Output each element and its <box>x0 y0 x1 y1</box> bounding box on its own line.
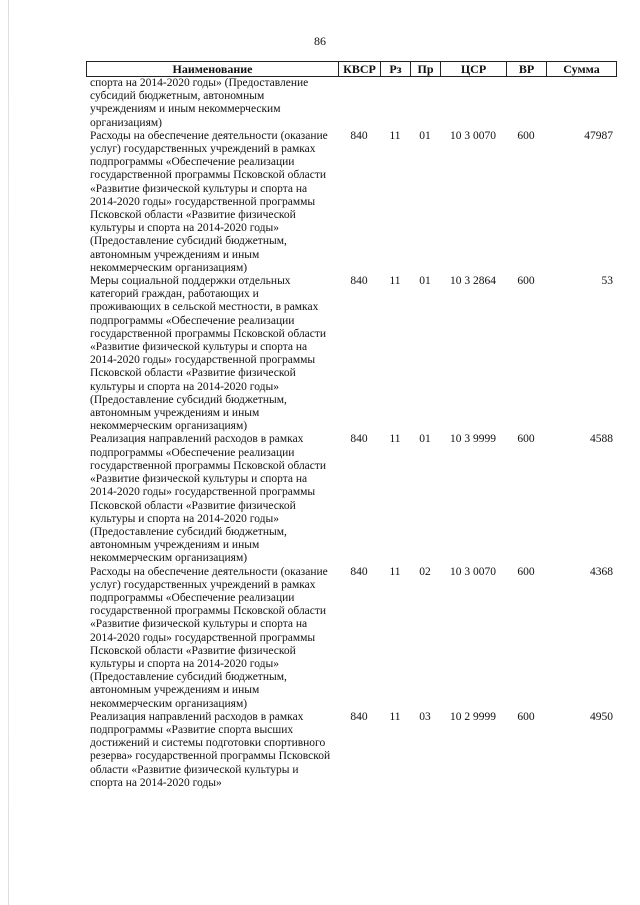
cell-name: Реализация направлений расходов в рамках подпрограммы «Развитие спорта высших достижений и системы подготовки спортивного резерва» государственной программы Псковской области «Развитие физической культуры и спорта на 2014-2020 годы» <box>90 710 331 789</box>
header-vr: ВР <box>506 62 546 76</box>
table-row <box>86 433 617 565</box>
cell-name: спорта на 2014-2020 годы» (Предоставление субсидий бюджетным, автономным учреждениям и иным некоммерческим организациям) <box>90 77 309 129</box>
table-row <box>86 275 617 433</box>
cell-pr: 01 <box>419 129 431 142</box>
cell-vr: 600 <box>517 433 535 446</box>
cell-csr: 10 3 0070 <box>450 565 496 578</box>
cell-kvsr: 840 <box>350 433 368 446</box>
cell-sum: 4368 <box>590 565 613 578</box>
cell-vr: 600 <box>517 129 535 142</box>
cell-vr: 600 <box>517 565 535 578</box>
cell-sum: 4950 <box>590 710 613 723</box>
cell-csr <box>440 77 506 130</box>
cell-kvsr: 840 <box>350 129 368 142</box>
cell-rz <box>380 77 410 130</box>
scan-edge <box>8 0 9 905</box>
cell-pr: 01 <box>419 433 431 446</box>
cell-kvsr: 840 <box>350 710 368 723</box>
header-csr: ЦСР <box>440 62 506 76</box>
cell-rz: 11 <box>389 275 401 288</box>
cell-sum <box>546 77 617 130</box>
cell-pr: 03 <box>419 710 431 723</box>
header-name: Наименование <box>86 62 338 76</box>
table-row <box>86 130 617 275</box>
table-body <box>86 77 617 790</box>
header-pr: Пр <box>410 62 440 76</box>
header-sum: Сумма <box>546 62 617 76</box>
cell-sum: 4588 <box>590 433 613 446</box>
cell-rz: 11 <box>389 433 401 446</box>
cell-kvsr: 840 <box>350 565 368 578</box>
table-row <box>86 77 617 130</box>
budget-table <box>86 61 617 790</box>
cell-name: Расходы на обеспечение деятельности (оказание услуг) государственных учреждений в рамках подпрограммы «Обеспечение реализации государственной программы Псковской области «Развитие физической культуры и спорта на 2014-2020 годы» государственной программы Псковской области «Развитие физической культуры и спорта на 2014-2020 годы» (Предоставление субсидий бюджетным, автономным учреждениям и иным некоммерческим организациям) <box>90 129 328 274</box>
cell-vr <box>506 77 546 130</box>
cell-rz: 11 <box>389 710 401 723</box>
cell-pr: 02 <box>419 565 431 578</box>
table-row <box>86 711 617 790</box>
cell-csr: 10 2 9999 <box>450 710 496 723</box>
cell-name: Реализация направлений расходов в рамках подпрограммы «Обеспечение реализации государственной программы Псковской области «Развитие физической культуры и спорта на 2014-2020 годы» государственной программы Псковской области «Развитие физической культуры и спорта на 2014-2020 годы» (Предоставление субсидий бюджетным, автономным учреждениям и иным некоммерческим организациям) <box>90 433 327 565</box>
cell-csr: 10 3 2864 <box>450 275 496 288</box>
cell-rz: 11 <box>389 565 401 578</box>
cell-csr: 10 3 9999 <box>450 433 496 446</box>
cell-kvsr <box>338 77 380 130</box>
cell-pr <box>410 77 440 130</box>
cell-csr: 10 3 0070 <box>450 129 496 142</box>
page-number: 86 <box>314 34 326 48</box>
header-kvsr: КВСР <box>338 62 380 76</box>
cell-name: Меры социальной поддержки отдельных категорий граждан, работающих и проживающих в сельской местности, в рамках подпрограммы «Обеспечение реализации государственной программы Псковской области «Развитие физической культуры и спорта на 2014-2020 годы» государственной программы Псковской области «Развитие физической культуры и спорта на 2014-2020 годы» (Предоставление субсидий бюджетным, автономным учреждениям и иным некоммерческим организациям) <box>90 275 327 433</box>
cell-vr: 600 <box>517 710 535 723</box>
cell-pr: 01 <box>419 275 431 288</box>
cell-rz: 11 <box>389 129 401 142</box>
cell-kvsr: 840 <box>350 275 368 288</box>
table-header <box>86 61 617 77</box>
cell-vr: 600 <box>517 275 535 288</box>
cell-name: Расходы на обеспечение деятельности (оказание услуг) государственных учреждений в рамках подпрограммы «Обеспечение реализации государственной программы Псковской области «Развитие физической культуры и спорта на 2014-2020 годы» государственной программы Псковской области «Развитие физической культуры и спорта на 2014-2020 годы» (Предоставление субсидий бюджетным, автономным учреждениям и иным некоммерческим организациям) <box>90 565 328 710</box>
table-row <box>86 566 617 711</box>
header-rz: Рз <box>380 62 410 76</box>
cell-sum: 47987 <box>584 129 613 142</box>
cell-sum: 53 <box>601 275 613 288</box>
